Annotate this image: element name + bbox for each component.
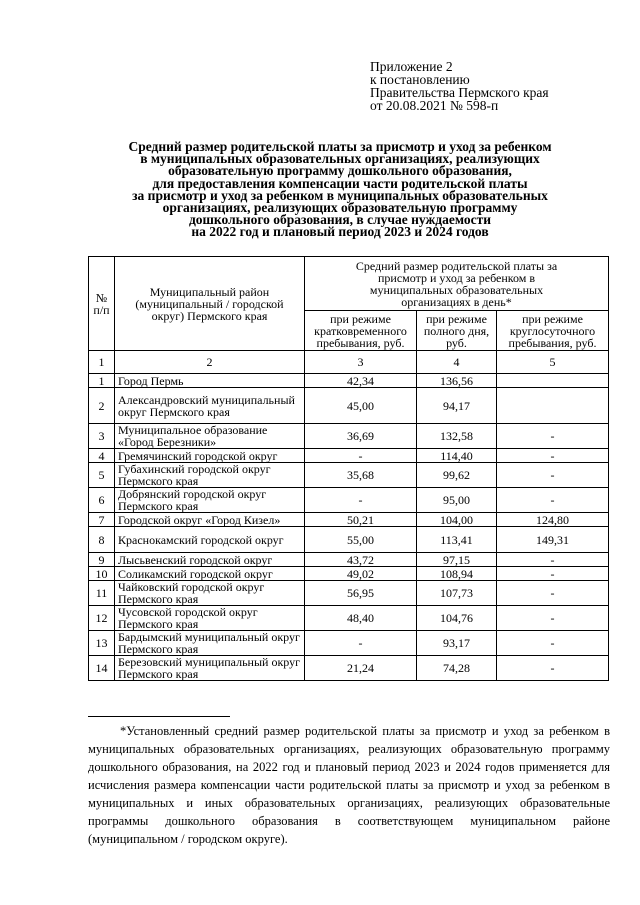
full-day-fee: 108,94 <box>417 567 497 581</box>
row-number: 8 <box>89 527 115 553</box>
colnum-cell: 5 <box>497 351 609 374</box>
full-day-fee: 94,17 <box>417 388 497 424</box>
full-day-fee: 107,73 <box>417 581 497 606</box>
row-number: 6 <box>89 488 115 513</box>
full-day-fee: 74,28 <box>417 656 497 681</box>
district-name: Березовский муниципальный округ Пермского края <box>115 656 305 681</box>
full-day-fee: 97,15 <box>417 553 497 567</box>
colnum-cell: 2 <box>115 351 305 374</box>
full-day-fee: 113,41 <box>417 527 497 553</box>
colnum-cell: 3 <box>305 351 417 374</box>
header-short-stay: при режиме кратковременного пребывания, руб. <box>305 311 417 351</box>
short-stay-fee: 42,34 <box>305 374 417 388</box>
short-stay-fee: 36,69 <box>305 424 417 449</box>
header-group: Средний размер родительской платы за присмотр и уход за ребенком в муниципальных образовательных организациях в день* <box>305 257 609 311</box>
table-row <box>89 567 609 581</box>
district-name: Александровский муниципальный округ Пермского края <box>115 388 305 424</box>
title-line: организациях, реализующих образовательную программу <box>162 200 518 216</box>
table-row <box>89 374 609 388</box>
row-number: 13 <box>89 631 115 656</box>
header-round-the-clock: при режиме круглосуточного пребывания, руб. <box>497 311 609 351</box>
row-number: 10 <box>89 567 115 581</box>
header-num: № п/п <box>89 257 115 351</box>
row-number: 9 <box>89 553 115 567</box>
round-the-clock-fee: - <box>497 656 609 681</box>
district-name: Муниципальное образование «Город Березники» <box>115 424 305 449</box>
document-title <box>85 141 595 239</box>
header-district: Муниципальный район (муниципальный / городской округ) Пермского края <box>115 257 305 351</box>
round-the-clock-fee: - <box>497 631 609 656</box>
row-number: 2 <box>89 388 115 424</box>
table-row <box>89 606 609 631</box>
district-name: Чайковский городской округ Пермского края <box>115 581 305 606</box>
footnote <box>88 722 610 848</box>
full-day-fee: 132,58 <box>417 424 497 449</box>
round-the-clock-fee: - <box>497 606 609 631</box>
round-the-clock-fee: - <box>497 567 609 581</box>
appendix-line-2: к постановлению <box>370 72 470 87</box>
footnote-text: *Установленный средний размер родительской платы за присмотр и уход за ребенком в муниципальных образовательных организациях, реализующих образовательную программу дошкольного образования, на 2022 год и плановый период 2023 и 2024 годов применяется для исчисления размера компенсации части родительской платы за присмотр и уход за ребенком в муниципальных и иных образовательных организациях, реализующих образовательные программы дошкольного образования в соответствующем муниципальном районе (муниципальном / городском округе). <box>88 724 610 846</box>
row-number: 4 <box>89 449 115 463</box>
colnum-cell: 4 <box>417 351 497 374</box>
round-the-clock-fee <box>497 388 609 424</box>
district-name: Краснокамский городской округ <box>115 527 305 553</box>
table-row <box>89 631 609 656</box>
full-day-fee: 104,76 <box>417 606 497 631</box>
district-name: Добрянский городской округ Пермского края <box>115 488 305 513</box>
district-name: Соликамский городской округ <box>115 567 305 581</box>
table-row <box>89 449 609 463</box>
district-name: Чусовской городской округ Пермского края <box>115 606 305 631</box>
round-the-clock-fee: 149,31 <box>497 527 609 553</box>
short-stay-fee: 49,02 <box>305 567 417 581</box>
title-line: на 2022 год и плановый период 2023 и 2024 годов <box>191 224 489 240</box>
round-the-clock-fee: - <box>497 449 609 463</box>
short-stay-fee: - <box>305 488 417 513</box>
row-number: 5 <box>89 463 115 488</box>
round-the-clock-fee <box>497 374 609 388</box>
round-the-clock-fee: - <box>497 581 609 606</box>
district-name: Гремячинский городской округ <box>115 449 305 463</box>
title-line: для предоставления компенсации части родительской платы <box>152 175 528 191</box>
round-the-clock-fee: - <box>497 488 609 513</box>
round-the-clock-fee: 124,80 <box>497 513 609 527</box>
title-line: за присмотр и уход за ребенком в муниципальных образовательных <box>132 187 548 203</box>
short-stay-fee: 43,72 <box>305 553 417 567</box>
district-name: Губахинский городской округ Пермского края <box>115 463 305 488</box>
short-stay-fee: - <box>305 449 417 463</box>
appendix-line-4: от 20.08.2021 № 598-п <box>370 98 499 113</box>
table-row <box>89 388 609 424</box>
header-full-day: при режиме полного дня, руб. <box>417 311 497 351</box>
round-the-clock-fee: - <box>497 553 609 567</box>
colnum-cell: 1 <box>89 351 115 374</box>
row-number: 11 <box>89 581 115 606</box>
table-row <box>89 424 609 449</box>
title-line: Средний размер родительской платы за присмотр и уход за ребенком <box>128 139 552 154</box>
table-row <box>89 488 609 513</box>
row-number: 7 <box>89 513 115 527</box>
short-stay-fee: 35,68 <box>305 463 417 488</box>
row-number: 3 <box>89 424 115 449</box>
table-row <box>89 553 609 567</box>
short-stay-fee: 55,00 <box>305 527 417 553</box>
full-day-fee: 95,00 <box>417 488 497 513</box>
short-stay-fee: - <box>305 631 417 656</box>
full-day-fee: 104,00 <box>417 513 497 527</box>
full-day-fee: 99,62 <box>417 463 497 488</box>
appendix-line-3: Правительства Пермского края <box>370 85 549 100</box>
table-row <box>89 581 609 606</box>
table-row <box>89 513 609 527</box>
short-stay-fee: 56,95 <box>305 581 417 606</box>
district-name: Бардымский муниципальный округ Пермского края <box>115 631 305 656</box>
title-line: в муниципальных образовательных организациях, реализующих <box>140 151 540 167</box>
full-day-fee: 136,56 <box>417 374 497 388</box>
appendix-line-1: Приложение 2 <box>370 59 453 74</box>
appendix-block <box>370 60 549 112</box>
district-name: Городской округ «Город Кизел» <box>115 513 305 527</box>
fees-table <box>88 256 609 681</box>
short-stay-fee: 48,40 <box>305 606 417 631</box>
district-name: Лысьвенский городской округ <box>115 553 305 567</box>
short-stay-fee: 45,00 <box>305 388 417 424</box>
row-number: 1 <box>89 374 115 388</box>
footnote-divider <box>88 716 230 717</box>
table-row <box>89 527 609 553</box>
table-row <box>89 463 609 488</box>
full-day-fee: 93,17 <box>417 631 497 656</box>
short-stay-fee: 50,21 <box>305 513 417 527</box>
title-line: образовательную программу дошкольного образования, <box>168 163 512 179</box>
district-name: Город Пермь <box>115 374 305 388</box>
row-number: 12 <box>89 606 115 631</box>
title-line: дошкольного образования, в случае нуждаемости <box>188 212 492 228</box>
round-the-clock-fee: - <box>497 463 609 488</box>
row-number: 14 <box>89 656 115 681</box>
full-day-fee: 114,40 <box>417 449 497 463</box>
short-stay-fee: 21,24 <box>305 656 417 681</box>
table-row <box>89 656 609 681</box>
round-the-clock-fee: - <box>497 424 609 449</box>
